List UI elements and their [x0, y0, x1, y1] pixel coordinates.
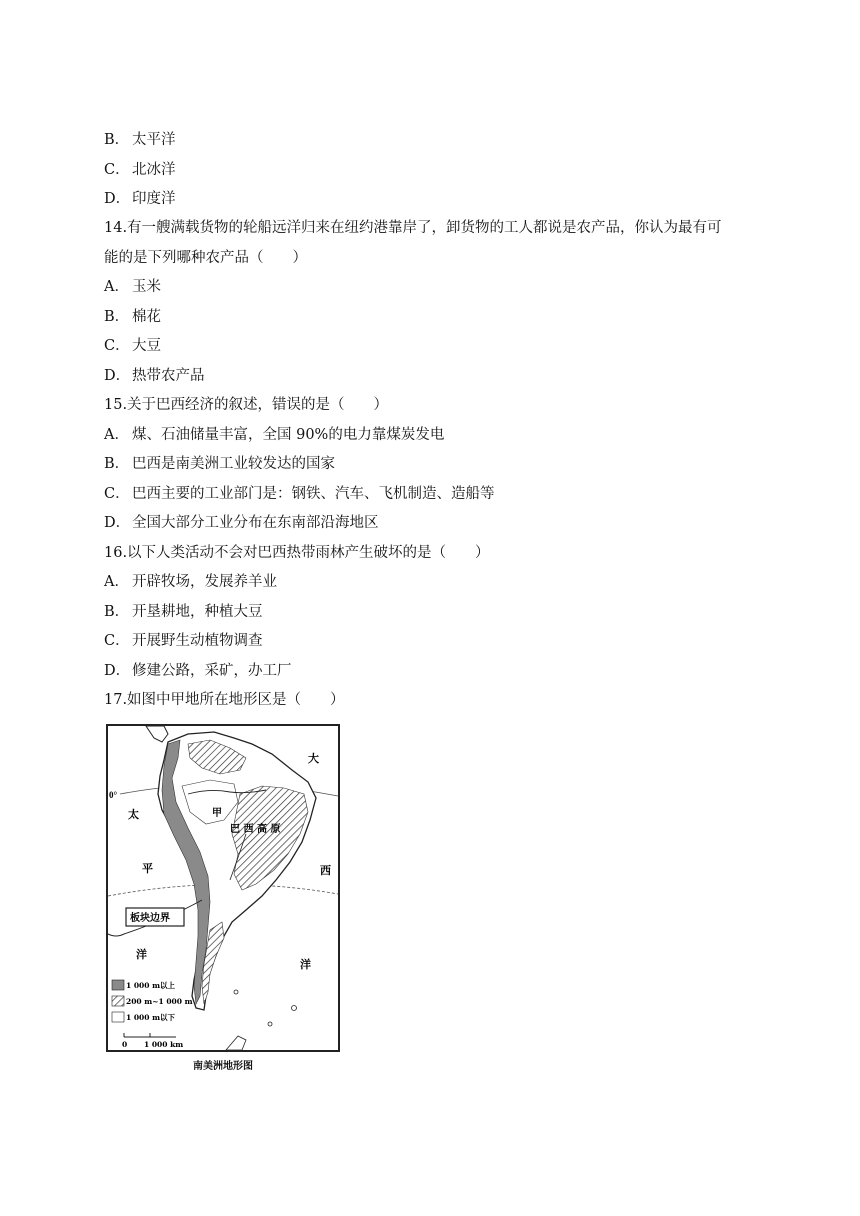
legend-label-mid: 200 m~1 000 m: [126, 997, 193, 1006]
option-letter: B．: [104, 309, 130, 325]
q15-option-b: [104, 454, 335, 474]
scale-zero: 0: [122, 1040, 128, 1049]
legend-swatch-low: [112, 1012, 124, 1022]
option-letter: D．: [104, 663, 131, 679]
q13-option-b: [104, 130, 176, 150]
jia-label: 甲: [212, 808, 222, 819]
option-letter: B．: [104, 604, 130, 620]
q15-stem: 15.关于巴西经济的叙述，错误的是（ ）: [104, 397, 389, 413]
option-text: 开垦耕地，种植大豆: [132, 604, 263, 620]
option-letter: D．: [104, 368, 131, 384]
option-text: 煤、石油储量丰富，全国 90%的电力靠煤炭发电: [132, 427, 445, 443]
atlantic-label-da: 大: [308, 752, 319, 765]
option-letter: C．: [104, 633, 130, 649]
option-letter: A．: [104, 574, 129, 590]
option-text: 棉花: [132, 309, 161, 325]
option-text: 修建公路，采矿，办工厂: [132, 663, 292, 679]
option-text: 巴西主要的工业部门是：钢铁、汽车、飞机制造、造船等: [132, 486, 495, 502]
legend-label-low: 1 000 m以下: [126, 1013, 176, 1022]
q14-option-c: [104, 336, 161, 356]
option-text: 北冰洋: [132, 162, 176, 178]
option-letter: A．: [104, 279, 129, 295]
q16-option-d: [104, 661, 292, 681]
option-letter: D．: [104, 515, 131, 531]
q15-option-d: [104, 513, 379, 533]
option-letter: C．: [104, 338, 130, 354]
atlantic-label-xi: 西: [320, 864, 331, 877]
map-caption: 南美洲地形图: [193, 1061, 253, 1072]
legend-swatch-mid: [112, 996, 124, 1006]
legend-swatch-high: [112, 980, 124, 990]
q14-option-d: [104, 366, 205, 386]
option-text: 印度洋: [132, 191, 176, 207]
island: [268, 1022, 272, 1026]
option-text: 开展野生动植物调查: [132, 633, 263, 649]
q16-stem: 16.以下人类活动不会对巴西热带雨林产生破坏的是（ ）: [104, 545, 490, 561]
option-text: 开辟牧场，发展养羊业: [132, 574, 277, 590]
option-letter: B．: [104, 456, 130, 472]
q14-option-b: [104, 307, 161, 327]
q13-option-d: [104, 189, 176, 209]
q16-option-a: [104, 572, 277, 592]
q14-option-a: [104, 277, 161, 297]
q14-stem-line1: 14.有一艘满载货物的轮船远洋归来在纽约港靠岸了，卸货物的工人都说是农产品，你认为最有可: [104, 220, 722, 236]
option-text: 太平洋: [132, 132, 176, 148]
pacific-label-yang: 洋: [136, 948, 147, 961]
q13-option-c: [104, 160, 176, 180]
q16-option-b: [104, 602, 263, 622]
pacific-label-tai: 太: [128, 808, 139, 821]
option-text: 全国大部分工业分布在东南部沿海地区: [132, 515, 379, 531]
scale-distance: 1 000 km: [144, 1040, 184, 1049]
q14-stem-line2: 能的是下列哪种农产品（ ）: [104, 250, 307, 266]
equator-label: 0°: [109, 790, 118, 800]
option-letter: C．: [104, 486, 130, 502]
legend-label-high: 1 000 m以上: [126, 981, 176, 990]
option-text: 巴西是南美洲工业较发达的国家: [132, 456, 335, 472]
option-text: 大豆: [132, 338, 161, 354]
q15-option-c: [104, 484, 495, 504]
q17-stem: 17.如图中甲地所在地形区是（ ）: [104, 692, 345, 708]
island: [234, 990, 238, 994]
option-letter: C．: [104, 162, 130, 178]
south-america-topographic-map: [106, 724, 340, 1054]
option-letter: B．: [104, 132, 130, 148]
plateau-label: 巴 西 高 原: [230, 824, 281, 835]
q15-option-a: [104, 425, 444, 445]
option-letter: D．: [104, 191, 131, 207]
island: [292, 1006, 297, 1011]
option-letter: A．: [104, 427, 129, 443]
q16-option-c: [104, 631, 263, 651]
option-text: 玉米: [132, 279, 161, 295]
plate-boundary-label: 板块边界: [130, 913, 170, 924]
option-text: 热带农产品: [132, 368, 205, 384]
pacific-label-ping: 平: [142, 862, 153, 875]
atlantic-label-yang: 洋: [300, 958, 311, 971]
